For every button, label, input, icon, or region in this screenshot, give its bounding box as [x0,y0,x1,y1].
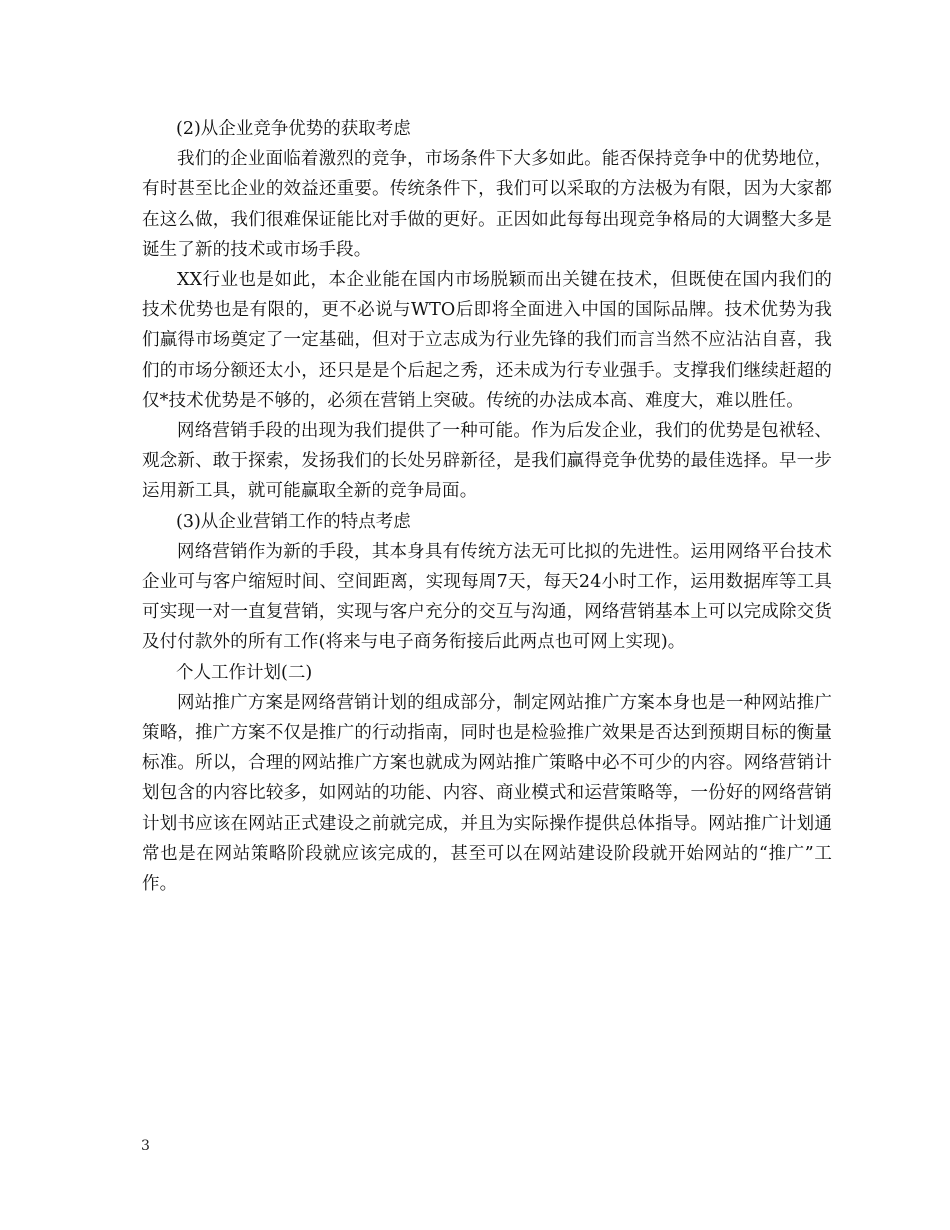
paragraph: 网站推广方案是网络营销计划的组成部分，制定网站推广方案本身也是一种网站推广策略，推广方案不仅是推广的行动指南，同时也是检验推广效果是否达到预期目标的衡量标准。所以，合理的网站推广方案也就成为网站推广策略中必不可少的内容。网络营销计划包含的内容比较多，如网站的功能、内容、商业模式和运营策略等，一份好的网络营销计划书应该在网站正式建设之前就完成，并且为实际操作提供总体指导。网站推广计划通常也是在网站策略阶段就应该完成的，甚至可以在网站建设阶段就开始网站的“推广”工作。 [142,692,832,895]
section-heading-marketing-features: (3)从企业营销工作的特点考虑 [176,511,411,532]
paragraph: XX行业也是如此，本企业能在国内市场脱颖而出关键在技术，但既使在国内我们的技术优势也是有限的，更不必说与WTO后即将全面进入中国的国际品牌。技术优势为我们赢得市场奠定了一定基础，但对于立志成为行业先锋的我们而言当然不应沾沾自喜，我们的市场分额还太小，还只是是个后起之秀，还未成为行专业强手。支撑我们继续赶超的仅*技术优势是不够的，必须在营销上突破。传统的办法成本高、难度大，难以胜任。 [142,270,832,411]
paragraph: 我们的企业面临着激烈的竞争，市场条件下大多如此。能否保持竞争中的优势地位，有时甚至比企业的效益还重要。传统条件下，我们可以采取的方法极为有限，因为大家都在这么做，我们很难保证能比对手做的更好。正因如此每每出现竞争格局的大调整大多是诞生了新的技术或市场手段。 [142,149,832,260]
paragraph: 网络营销作为新的手段，其本身具有传统方法无可比拟的先进性。运用网络平台技术企业可与客户缩短时间、空间距离，实现每周7天，每天24小时工作，运用数据库等工具可实现一对一直复营销，实现与客户充分的交互与沟通，网络营销基本上可以完成除交货及付付款外的所有工作(将来与电子商务衔接后此两点也可网上实现)。 [142,541,832,653]
document-body [142,114,832,899]
paragraph: 网络营销手段的出现为我们提供了一种可能。作为后发企业，我们的优势是包袱轻、观念新、敢于探索，发扬我们的长处另辟新径，是我们赢得竞争优势的最佳选择。早一步运用新工具，就可能赢取全新的竞争局面。 [142,421,832,502]
section-heading-work-plan: 个人工作计划(二) [176,662,313,683]
page-number: 3 [141,1138,150,1154]
section-heading-competitive-advantage: (2)从企业竞争优势的获取考虑 [176,119,411,139]
